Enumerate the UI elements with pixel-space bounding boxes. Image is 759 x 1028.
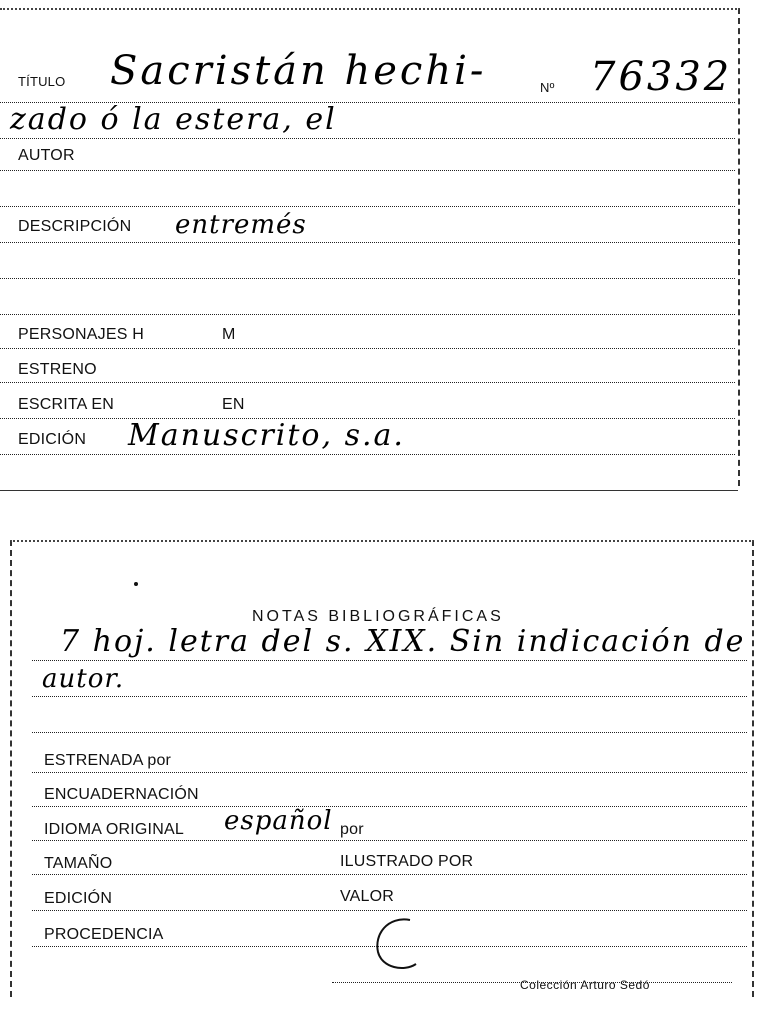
tamano-line bbox=[32, 874, 747, 875]
ink-speck bbox=[134, 582, 138, 586]
blank-line-3 bbox=[0, 314, 735, 315]
edicion-back-line bbox=[32, 910, 747, 911]
notas-line-3 bbox=[32, 732, 747, 733]
descripcion-label: DESCRIPCIÓN bbox=[18, 218, 132, 235]
estrenada-line bbox=[32, 772, 747, 773]
notas-line-2 bbox=[32, 696, 747, 697]
notas-handwritten-line1: 7 hoj. letra del s. XIX. Sin indicación de bbox=[60, 624, 746, 659]
coleccion-credit: Colección Arturo Sedó bbox=[520, 978, 650, 992]
titulo-handwritten-line1: Sacristán hechi- bbox=[110, 48, 487, 94]
edicion-line bbox=[0, 454, 735, 455]
estreno-label: ESTRENO bbox=[18, 361, 97, 378]
descripcion-line bbox=[0, 242, 735, 243]
valor-label: VALOR bbox=[340, 888, 395, 905]
descripcion-handwritten: entremés bbox=[175, 210, 307, 240]
idioma-handwritten: español bbox=[224, 806, 333, 836]
personajes-m-label: M bbox=[222, 326, 236, 343]
edicion-handwritten: Manuscrito, s.a. bbox=[128, 418, 405, 453]
stamp-mark bbox=[368, 914, 428, 976]
escrita-en-label: ESCRITA EN bbox=[18, 396, 114, 413]
titulo-label: TÍTULO bbox=[18, 74, 66, 89]
numero-label: Nº bbox=[540, 80, 555, 95]
encuadernacion-label: ENCUADERNACIÓN bbox=[44, 786, 199, 803]
edicion-label: EDICIÓN bbox=[18, 431, 87, 448]
titulo-handwritten-line2: zado ó la estera, el bbox=[10, 102, 337, 137]
autor-label: AUTOR bbox=[18, 147, 75, 164]
encuadernacion-line bbox=[32, 806, 747, 807]
personajes-h-label: PERSONAJES H bbox=[18, 326, 144, 343]
procedencia-label: PROCEDENCIA bbox=[44, 926, 164, 943]
tamano-label: TAMAÑO bbox=[44, 855, 113, 872]
estreno-line bbox=[0, 382, 735, 383]
notas-bibliograficas-heading: NOTAS BIBLIOGRÁFICAS bbox=[252, 608, 504, 625]
escrita-en-2-label: EN bbox=[222, 396, 245, 413]
card-bottom-edge bbox=[0, 490, 738, 491]
catalog-card-front bbox=[0, 8, 740, 486]
blank-line-2 bbox=[0, 278, 735, 279]
idioma-original-label: IDIOMA ORIGINAL bbox=[44, 821, 184, 838]
notas-line-1 bbox=[32, 660, 747, 661]
blank-line-1 bbox=[0, 206, 735, 207]
ilustrado-por-label: ILUSTRADO POR bbox=[340, 853, 474, 870]
edicion-back-label: EDICIÓN bbox=[44, 890, 113, 907]
catalog-card-back bbox=[10, 540, 754, 997]
personajes-line bbox=[0, 348, 735, 349]
autor-line bbox=[0, 170, 735, 171]
idioma-line bbox=[32, 840, 747, 841]
numero-value: 76332 bbox=[590, 54, 733, 100]
estrenada-por-label: ESTRENADA por bbox=[44, 752, 172, 769]
idioma-por-label: por bbox=[340, 821, 364, 838]
titulo-line-2 bbox=[0, 138, 735, 139]
notas-handwritten-line2: autor. bbox=[42, 664, 125, 694]
